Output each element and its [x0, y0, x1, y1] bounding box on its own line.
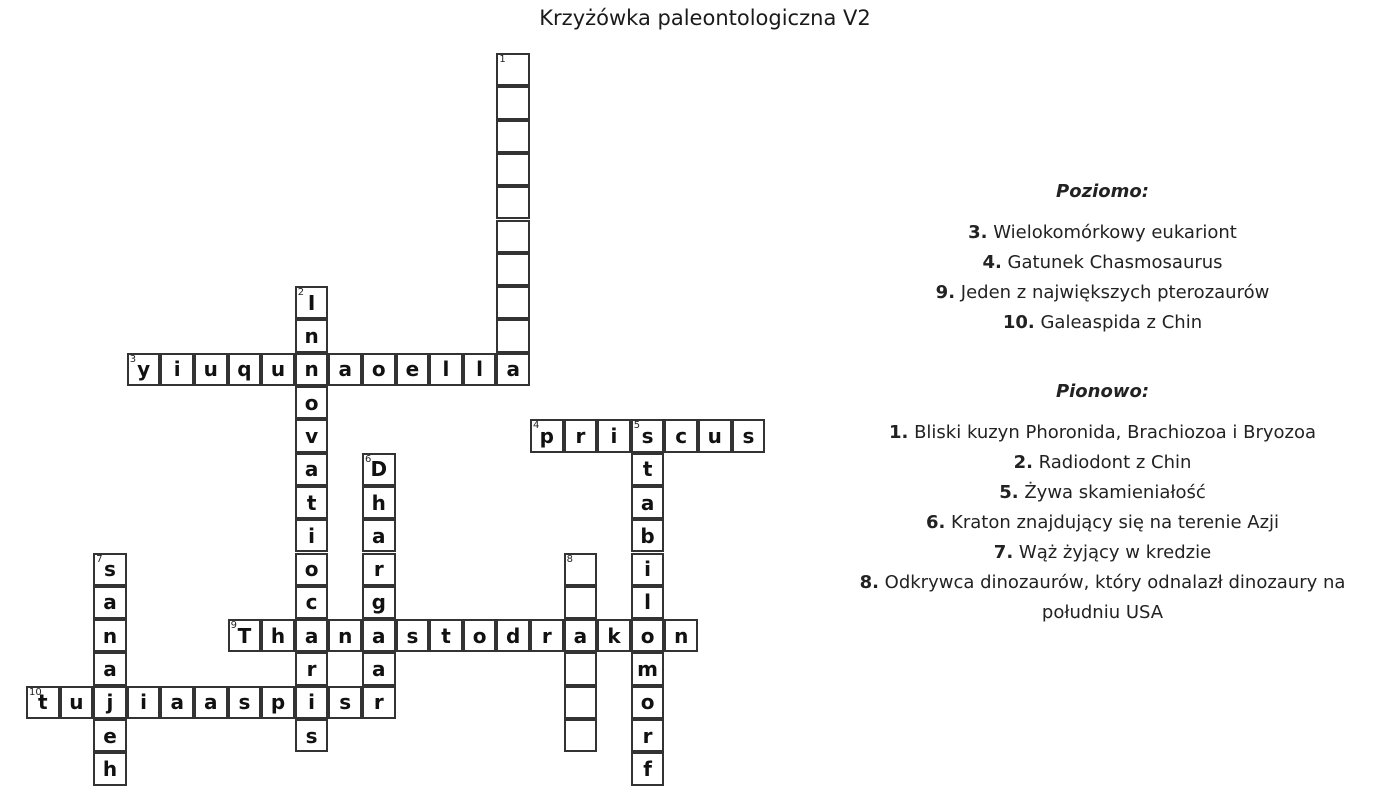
crossword-cell[interactable]: [26, 686, 60, 719]
crossword-cell[interactable]: [295, 586, 329, 619]
crossword-cell[interactable]: [429, 619, 463, 652]
cell-letter: a: [506, 357, 520, 382]
cell-letter: o: [304, 390, 319, 415]
cell-letter: o: [371, 357, 386, 382]
crossword-cell[interactable]: [631, 419, 665, 452]
crossword-cell[interactable]: [564, 652, 598, 685]
crossword-cell[interactable]: [496, 319, 530, 352]
cell-letter: o: [640, 690, 655, 715]
cell-letter: a: [304, 457, 319, 482]
clues-panel: [830, 180, 1375, 628]
cell-letter: e: [103, 723, 117, 748]
crossword-cell[interactable]: [463, 619, 497, 652]
cell-letter: n: [102, 623, 118, 648]
cell-letter: T: [237, 623, 252, 648]
crossword-cell[interactable]: [93, 719, 127, 752]
crossword-cell[interactable]: [362, 586, 396, 619]
clue-item-text: Wielokomórkowy eukariont: [987, 222, 1237, 243]
cell-letter: b: [640, 523, 655, 548]
clue-item: [830, 308, 1375, 338]
clue-item-text: Radiodont z Chin: [1032, 452, 1192, 473]
cell-letter: m: [637, 657, 659, 682]
crossword-cell[interactable]: [362, 353, 396, 386]
crossword-cell[interactable]: [93, 686, 127, 719]
cell-letter: t: [38, 690, 48, 715]
cell-letter: s: [305, 723, 318, 748]
cell-letter: s: [238, 690, 251, 715]
cell-letter: s: [742, 423, 755, 448]
crossword-cell[interactable]: [295, 386, 329, 419]
clue-number: 3: [129, 353, 137, 365]
clue-item: [830, 278, 1375, 308]
clue-item: [830, 568, 1375, 628]
down-heading: Pionowo:: [1055, 381, 1150, 402]
cell-letter: i: [308, 690, 316, 715]
cell-letter: u: [203, 357, 218, 382]
cell-letter: c: [675, 423, 688, 448]
crossword-cell[interactable]: [362, 519, 396, 552]
crossword-cell[interactable]: [597, 419, 631, 452]
clue-item-text: Jeden z największych pterozaurów: [955, 282, 1270, 303]
crossword-cell[interactable]: [362, 553, 396, 586]
crossword-cell[interactable]: [228, 686, 262, 719]
crossword-cell[interactable]: [228, 619, 262, 652]
cell-letter: s: [641, 423, 654, 448]
cell-letter: i: [173, 357, 181, 382]
crossword-cell[interactable]: [631, 553, 665, 586]
crossword-cell[interactable]: [228, 353, 262, 386]
crossword-cell[interactable]: [362, 486, 396, 519]
crossword-cell[interactable]: [496, 186, 530, 219]
clue-item-text: Żywa skamieniałość: [1018, 482, 1206, 503]
cell-letter: r: [541, 623, 552, 648]
cell-letter: I: [307, 290, 316, 315]
cell-letter: u: [707, 423, 722, 448]
cell-letter: r: [575, 423, 586, 448]
cell-letter: k: [607, 623, 621, 648]
crossword-cell[interactable]: [631, 652, 665, 685]
cell-letter: r: [373, 690, 384, 715]
crossword-cell[interactable]: [295, 453, 329, 486]
crossword-cell[interactable]: [597, 619, 631, 652]
crossword-cell[interactable]: [530, 419, 564, 452]
cell-letter: a: [372, 623, 386, 648]
crossword-cell[interactable]: [93, 619, 127, 652]
crossword-cell[interactable]: [362, 619, 396, 652]
crossword-cell[interactable]: [60, 686, 94, 719]
cell-letter: a: [170, 690, 184, 715]
crossword-cell[interactable]: [631, 453, 665, 486]
crossword-cell[interactable]: [328, 353, 362, 386]
crossword-cell[interactable]: [160, 353, 194, 386]
crossword-cell[interactable]: [396, 353, 430, 386]
clue-number: 8: [566, 553, 573, 565]
crossword-cell[interactable]: [295, 419, 329, 452]
cell-letter: i: [644, 557, 652, 582]
crossword-cell[interactable]: [194, 686, 228, 719]
cell-letter: t: [642, 457, 653, 482]
crossword-cell[interactable]: [295, 652, 329, 685]
clue-number: 9: [230, 620, 237, 632]
crossword-cell[interactable]: [496, 53, 530, 86]
crossword-cell[interactable]: [530, 619, 564, 652]
cell-letter: h: [270, 623, 286, 648]
crossword-cell[interactable]: [564, 686, 598, 719]
across-heading: Poziomo:: [1056, 181, 1149, 202]
cell-letter: h: [102, 756, 118, 781]
crossword-cell[interactable]: [429, 353, 463, 386]
clue-item: [830, 538, 1375, 568]
down-clue-list: [830, 418, 1375, 628]
crossword-cell[interactable]: [127, 686, 161, 719]
cell-letter: r: [306, 657, 317, 682]
clue-item-number: 10.: [1002, 312, 1035, 333]
crossword-cell[interactable]: [631, 586, 665, 619]
cell-letter: e: [405, 357, 420, 382]
crossword-cell[interactable]: [496, 86, 530, 119]
crossword-cell[interactable]: [496, 253, 530, 286]
crossword-cell[interactable]: [631, 686, 665, 719]
crossword-cell[interactable]: [160, 686, 194, 719]
crossword-cell[interactable]: [93, 586, 127, 619]
crossword-cell[interactable]: [496, 153, 530, 186]
crossword-cell[interactable]: [496, 286, 530, 319]
clue-item-number: 3.: [968, 222, 988, 243]
clue-item-number: 4.: [982, 252, 1002, 273]
clue-item-number: 6.: [925, 512, 946, 533]
crossword-cell[interactable]: [564, 586, 598, 619]
crossword-cell[interactable]: [362, 686, 396, 719]
cell-letter: a: [372, 657, 386, 682]
cell-letter: i: [308, 523, 316, 548]
crossword-cell[interactable]: [261, 686, 295, 719]
crossword-cell[interactable]: [261, 353, 295, 386]
cell-letter: v: [305, 423, 319, 448]
crossword-cell[interactable]: [295, 486, 329, 519]
crossword-cell[interactable]: [664, 419, 698, 452]
cell-letter: d: [506, 623, 521, 648]
crossword-cell[interactable]: [295, 353, 329, 386]
cell-letter: r: [642, 723, 653, 748]
clue-item-text: Odkrywca dinozaurów, który odnalazł dinozaury na południu USA: [878, 572, 1346, 623]
crossword-cell[interactable]: [664, 619, 698, 652]
crossword-cell[interactable]: [362, 453, 396, 486]
crossword-cell[interactable]: [564, 553, 598, 586]
cell-letter: a: [573, 623, 588, 648]
crossword-cell[interactable]: [631, 486, 665, 519]
cell-letter: a: [372, 523, 386, 548]
cell-letter: p: [539, 423, 554, 448]
clue-item-number: 9.: [935, 282, 956, 303]
cell-letter: o: [640, 623, 655, 648]
crossword-cell[interactable]: [564, 419, 598, 452]
cell-letter: r: [373, 557, 384, 582]
cell-letter: c: [305, 590, 318, 615]
cell-letter: n: [304, 324, 319, 349]
crossword-cell[interactable]: [295, 619, 329, 652]
crossword-cell[interactable]: [631, 519, 665, 552]
cell-letter: i: [610, 423, 618, 448]
crossword-cell[interactable]: [463, 353, 497, 386]
cell-letter: i: [140, 690, 148, 715]
cell-letter: s: [104, 557, 116, 582]
cell-letter: l: [442, 357, 450, 382]
crossword-cell[interactable]: [564, 719, 598, 752]
cell-letter: f: [643, 756, 652, 781]
crossword-cell[interactable]: [631, 752, 665, 785]
crossword-cell[interactable]: [295, 519, 329, 552]
crossword-cell[interactable]: [194, 353, 228, 386]
crossword-cell[interactable]: [564, 619, 598, 652]
clue-number: 10: [29, 686, 42, 698]
cell-letter: a: [103, 590, 117, 615]
crossword-cell[interactable]: [631, 719, 665, 752]
crossword-cell[interactable]: [295, 719, 329, 752]
clue-item-text: Kraton znajdujący się na terenie Azji: [945, 512, 1280, 533]
clue-item: [830, 448, 1375, 478]
clue-number: 7: [96, 553, 103, 565]
crossword-cell[interactable]: [93, 752, 127, 785]
crossword-cell[interactable]: [328, 686, 362, 719]
clue-number: 1: [499, 54, 506, 65]
cell-letter: q: [237, 357, 252, 382]
clue-item-text: Galeaspida z Chin: [1034, 312, 1203, 333]
cell-letter: a: [338, 357, 352, 382]
crossword-cell[interactable]: [496, 120, 530, 153]
cell-letter: n: [304, 357, 319, 382]
page-title: Krzyżówka paleontologiczna V2: [539, 6, 871, 30]
crossword-cell[interactable]: [295, 319, 329, 352]
across-clue-list: [830, 218, 1375, 338]
cell-letter: a: [304, 623, 319, 648]
cell-letter: a: [204, 690, 218, 715]
crossword-cell[interactable]: [93, 553, 127, 586]
clue-number: 4: [533, 420, 540, 432]
clue-item-number: 2.: [1013, 452, 1033, 473]
crossword-cell[interactable]: [295, 686, 329, 719]
crossword-cell[interactable]: [261, 619, 295, 652]
cell-letter: u: [270, 357, 286, 382]
crossword-cell[interactable]: [295, 286, 329, 319]
cell-letter: s: [406, 623, 419, 648]
crossword-cell[interactable]: [631, 619, 665, 652]
crossword-cell[interactable]: [93, 652, 127, 685]
crossword-cell[interactable]: [295, 553, 329, 586]
clue-item-number: 1.: [888, 422, 909, 443]
cell-letter: s: [339, 690, 352, 715]
clue-item: [830, 218, 1375, 248]
cell-letter: g: [371, 590, 386, 615]
clue-item-number: 5.: [999, 482, 1019, 503]
cell-letter: l: [476, 357, 484, 382]
cell-letter: j: [106, 690, 114, 715]
cell-letter: y: [137, 357, 151, 382]
cell-letter: h: [371, 490, 386, 515]
cell-letter: t: [306, 490, 317, 515]
cell-letter: n: [338, 623, 353, 648]
clue-item-number: 7.: [993, 542, 1014, 563]
clue-item-text: Gatunek Chasmosaurus: [1001, 252, 1223, 273]
clue-item-text: Bliski kuzyn Phoronida, Brachiozoa i Bryozoa: [908, 422, 1317, 443]
clue-number: 5: [633, 420, 641, 432]
crossword-cell[interactable]: [496, 353, 530, 386]
crossword-cell[interactable]: [362, 652, 396, 685]
cell-letter: u: [69, 690, 84, 715]
cell-letter: n: [674, 623, 689, 648]
cell-letter: o: [472, 623, 487, 648]
clue-number: 2: [297, 287, 305, 299]
cell-letter: a: [640, 490, 655, 515]
down-section: [830, 380, 1375, 628]
cell-letter: t: [441, 623, 451, 648]
crossword-cell[interactable]: [396, 619, 430, 652]
cell-letter: p: [270, 690, 286, 715]
clue-item-text: Wąż żyjący w kredzie: [1013, 542, 1212, 563]
crossword-cell[interactable]: [698, 419, 732, 452]
clue-number: 6: [365, 453, 372, 465]
clue-item-number: 8.: [859, 572, 879, 593]
clue-item: [830, 478, 1375, 508]
clue-item: [830, 508, 1375, 538]
cell-letter: l: [644, 590, 652, 615]
cell-letter: a: [103, 657, 117, 682]
across-section: [830, 180, 1375, 338]
clue-item: [830, 418, 1375, 448]
crossword-cell[interactable]: [496, 220, 530, 253]
crossword-cell[interactable]: [496, 619, 530, 652]
cell-letter: D: [370, 457, 388, 482]
crossword-cell[interactable]: [732, 419, 766, 452]
crossword-cell[interactable]: [127, 353, 161, 386]
crossword-cell[interactable]: [328, 619, 362, 652]
clue-item: [830, 248, 1375, 278]
cell-letter: o: [304, 557, 319, 582]
